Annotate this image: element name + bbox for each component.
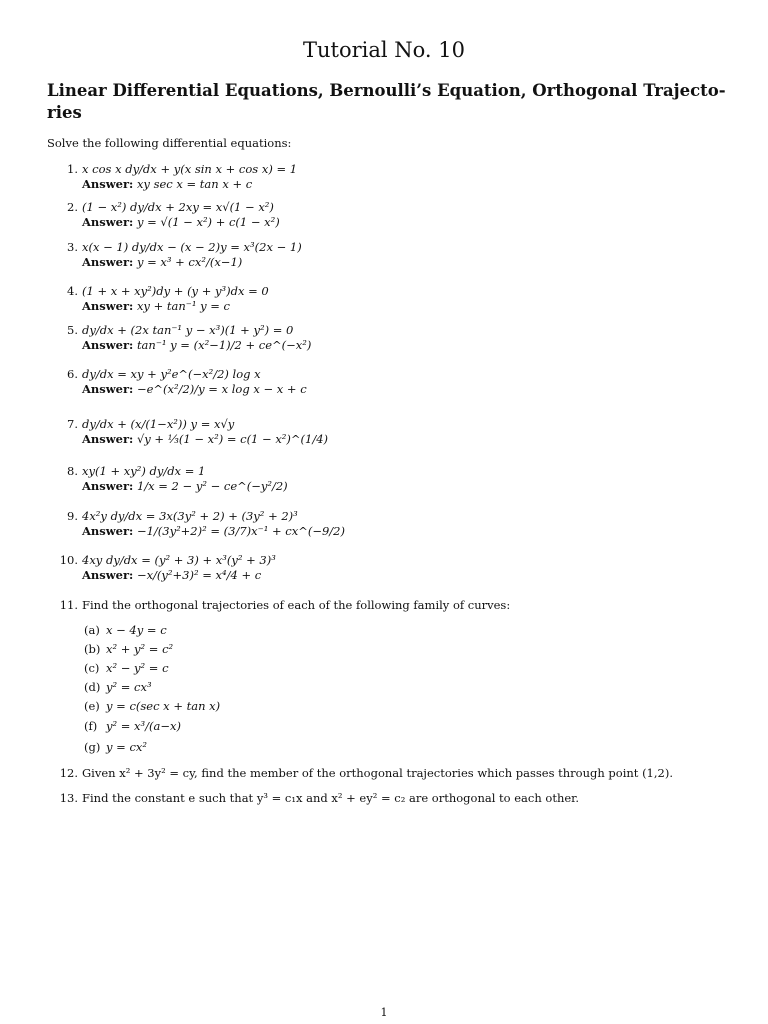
answer-label: Answer:	[82, 382, 134, 396]
problem-item	[56, 417, 736, 447]
problem-item	[56, 464, 736, 494]
answer-equation: √y + ⅓(1 − x²) = c(1 − x²)^(1/4)	[136, 432, 329, 446]
problem-equation-line	[56, 240, 736, 255]
problem-number: 5.	[67, 323, 78, 337]
answer-equation: −e^(x²/2)/y = x log x − x + c	[136, 382, 307, 396]
problem-equation: 4xy dy/dx = (y² + 3) + x³(y² + 3)³	[82, 553, 276, 567]
problem-equation: 4x²y dy/dx = 3x(3y² + 2) + (3y² + 2)³	[82, 509, 298, 523]
subitem-label: (c)	[84, 661, 100, 675]
problem-11	[56, 598, 736, 613]
subitem-label: (e)	[84, 699, 100, 713]
answer-equation: −x/(y²+3)² = x⁴/4 + c	[136, 568, 262, 582]
subitem	[84, 661, 169, 675]
problem-equation-line	[56, 367, 736, 382]
problem-item	[56, 323, 736, 353]
problem-number: 4.	[67, 284, 78, 298]
problem-equation: x(x − 1) dy/dx − (x − 2)y = x³(2x − 1)	[82, 240, 302, 254]
answer-label: Answer:	[82, 215, 134, 229]
answer-label: Answer:	[82, 177, 134, 191]
problem-item	[56, 240, 736, 270]
answer-equation: −1/(3y²+2)² = (3/7)x⁻¹ + cx^(−9/2)	[136, 524, 345, 538]
answer-line	[56, 524, 736, 539]
subitem-equation: y² = x³/(a−x)	[106, 719, 181, 733]
subitem-label: (f)	[84, 719, 98, 733]
problem-equation-line	[56, 417, 736, 432]
problem-number: 10.	[59, 553, 78, 567]
answer-line	[56, 255, 736, 270]
answer-label: Answer:	[82, 299, 134, 313]
problem-number: 7.	[67, 417, 78, 431]
problem-equation-line	[56, 509, 736, 524]
subitem	[84, 623, 167, 637]
subitem-label: (g)	[84, 740, 101, 754]
problem-equation: dy/dx = xy + y²e^(−x²/2) log x	[82, 367, 261, 381]
problem-item	[56, 200, 736, 230]
problem-number: 11.	[59, 598, 78, 612]
subitem-label: (b)	[84, 642, 101, 656]
intro-text: Solve the following differential equations:	[47, 136, 292, 150]
subitem-equation: x² − y² = c	[106, 661, 169, 675]
problem-equation-line	[56, 284, 736, 299]
problem-number: 8.	[67, 464, 78, 478]
answer-equation: y = x³ + cx²/(x−1)	[136, 255, 243, 269]
problem-equation: dy/dx + (2x tan⁻¹ y − x³)(1 + y²) = 0	[82, 323, 294, 337]
answer-label: Answer:	[82, 338, 134, 352]
problem-item	[56, 367, 736, 397]
problem-number: 13.	[59, 791, 78, 805]
problem-equation-line	[56, 323, 736, 338]
problem-number: 9.	[67, 509, 78, 523]
problem-equation-line	[56, 464, 736, 479]
problem-item	[56, 509, 736, 539]
problem-number: 12.	[59, 766, 78, 780]
answer-line	[56, 432, 736, 447]
problem-12	[56, 766, 736, 781]
subitem	[84, 719, 181, 733]
problem-equation: (1 − x²) dy/dx + 2xy = x√(1 − x²)	[82, 200, 274, 214]
answer-label: Answer:	[82, 479, 134, 493]
answer-label: Answer:	[82, 524, 134, 538]
answer-label: Answer:	[82, 568, 134, 582]
answer-equation: 1/x = 2 − y² − ce^(−y²/2)	[136, 479, 288, 493]
answer-line	[56, 177, 736, 192]
answer-line	[56, 479, 736, 494]
section-heading: Linear Differential Equations, Bernoulli’s Equation, Orthogonal Trajecto-ries	[47, 81, 726, 122]
subitem-equation: x − 4y = c	[106, 623, 167, 637]
problem-number: 2.	[67, 200, 78, 214]
problem-equation: xy(1 + xy²) dy/dx = 1	[82, 464, 206, 478]
problem-equation: (1 + x + xy²)dy + (y + y³)dx = 0	[82, 284, 269, 298]
subitem-equation: y² = cx³	[106, 680, 152, 694]
problem-item	[56, 553, 736, 583]
answer-equation: y = √(1 − x²) + c(1 − x²)	[136, 215, 280, 229]
problem-item	[56, 162, 736, 192]
answer-label: Answer:	[82, 255, 134, 269]
subitem-equation: y = cx²	[106, 740, 147, 754]
problem-number: 6.	[67, 367, 78, 381]
problem-equation-line	[56, 553, 736, 568]
problem-number: 3.	[67, 240, 78, 254]
subitem-equation: y = c(sec x + tan x)	[106, 699, 221, 713]
page-title: Tutorial No. 10	[302, 38, 465, 62]
problem-text: Given x² + 3y² = cy, find the member of the orthogonal trajectories which passes through point (1,2).	[82, 766, 673, 780]
subitem	[84, 699, 220, 713]
problem-13	[56, 791, 736, 806]
subitem	[84, 680, 152, 694]
problem-equation: x cos x dy/dx + y(x sin x + cos x) = 1	[82, 162, 298, 176]
problem-equation: dy/dx + (x/(1−x²)) y = x√y	[82, 417, 235, 431]
answer-equation: xy sec x = tan x + c	[136, 177, 253, 191]
answer-equation: xy + tan⁻¹ y = c	[136, 299, 230, 313]
answer-line	[56, 382, 736, 397]
problem-text: Find the constant e such that y³ = c₁x and x² + ey² = c₂ are orthogonal to each other.	[82, 791, 580, 805]
problem-text: Find the orthogonal trajectories of each of the following family of curves:	[82, 598, 511, 612]
answer-line	[56, 299, 736, 314]
answer-line	[56, 338, 736, 353]
problem-item	[56, 284, 736, 314]
problem-number: 1.	[67, 162, 78, 176]
subitem-equation: x² + y² = c²	[106, 642, 174, 656]
answer-label: Answer:	[82, 432, 134, 446]
subitem-label: (a)	[84, 623, 100, 637]
answer-equation: tan⁻¹ y = (x²−1)/2 + ce^(−x²)	[136, 338, 312, 352]
subitem	[84, 740, 147, 754]
answer-line	[56, 215, 736, 230]
page-number: 1	[380, 1006, 388, 1019]
problem-equation-line	[56, 162, 736, 177]
problem-equation-line	[56, 200, 736, 215]
answer-line	[56, 568, 736, 583]
subitem	[84, 642, 173, 656]
subitem-label: (d)	[84, 680, 101, 694]
